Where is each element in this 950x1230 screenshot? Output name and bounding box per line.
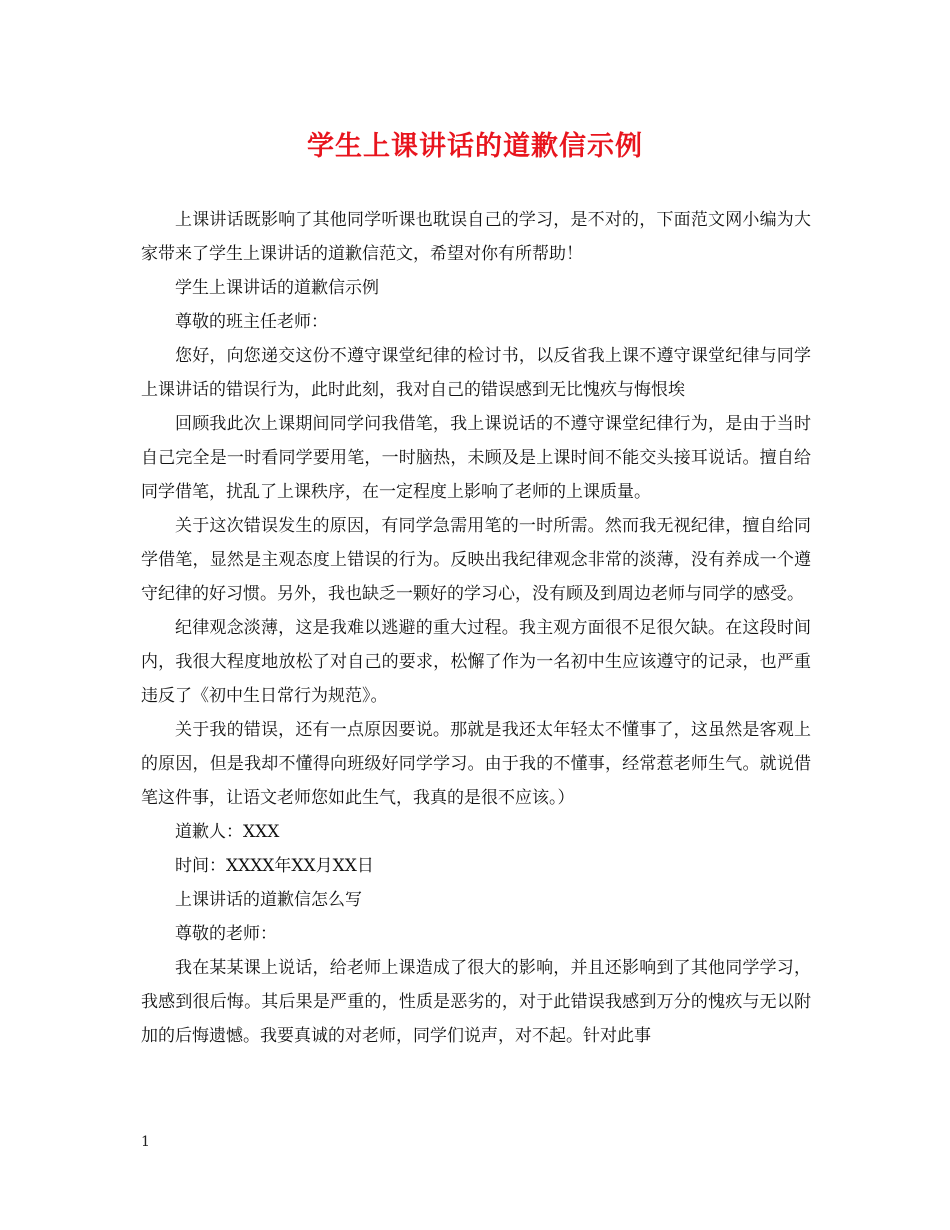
paragraph-subtitle: 学生上课讲话的道歉信示例 (175, 278, 379, 298)
paragraph: 您好，向您递交这份不遵守课堂纪律的检讨书，以反省我上课不遵守课堂纪律与同学上课讲话的错误行为，此时此刻，我对自己的错误感到无比愧疚与悔恨埃 (141, 346, 811, 400)
paragraph: 回顾我此次上课期间同学问我借笔，我上课说话的不遵守课堂纪律行为，是由于当时自己完全是一时看同学要用笔，一时脑热，未顾及是上课时间不能交头接耳说话。擅自给同学借笔，扰乱了上课秩序，在一定程度上影响了老师的上课质量。 (141, 414, 811, 502)
section-heading: 上课讲话的道歉信怎么写 (175, 890, 362, 910)
paragraph-intro: 上课讲话既影响了其他同学听课也耽误自己的学习，是不对的，下面范文网小编为大家带来了学生上课讲话的道歉信范文，希望对你有所帮助！ (141, 210, 811, 264)
paragraph-salutation: 尊敬的老师： (175, 924, 277, 944)
paragraph: 我在某某课上说话，给老师上课造成了很大的影响，并且还影响到了其他同学学习，我感到很后悔。其后果是严重的，性质是恶劣的，对于此错误我感到万分的愧疚与无以附加的后悔遗憾。我要真诚的对老师，同学们说声，对不起。针对此事 (141, 958, 811, 1046)
page-number: 1 (141, 1134, 150, 1150)
document-body (141, 203, 811, 1053)
signature-line: 道歉人：XXX (175, 822, 280, 842)
paragraph: 关于我的错误，还有一点原因要说。那就是我还太年轻太不懂事了，这虽然是客观上的原因，但是我却不懂得向班级好同学学习。由于我的不懂事，经常惹老师生气。就说借笔这件事，让语文老师您如此生气，我真的是很不应该。） (141, 720, 811, 808)
date-line: 时间：XXXX年XX月XX日 (175, 856, 374, 876)
paragraph-salutation: 尊敬的班主任老师： (175, 312, 328, 332)
paragraph: 关于这次错误发生的原因，有同学急需用笔的一时所需。然而我无视纪律，擅自给同学借笔，显然是主观态度上错误的行为。反映出我纪律观念非常的淡薄，没有养成一个遵守纪律的好习惯。另外，我也缺乏一颗好的学习心，没有顾及到周边老师与同学的感受。 (141, 516, 811, 604)
document-title: 学生上课讲话的道歉信示例 (307, 131, 643, 162)
paragraph: 纪律观念淡薄，这是我难以逃避的重大过程。我主观方面很不足很欠缺。在这段时间内，我很大程度地放松了对自己的要求，松懈了作为一名初中生应该遵守的记录，也严重违反了《初中生日常行为规范》。 (141, 618, 811, 706)
